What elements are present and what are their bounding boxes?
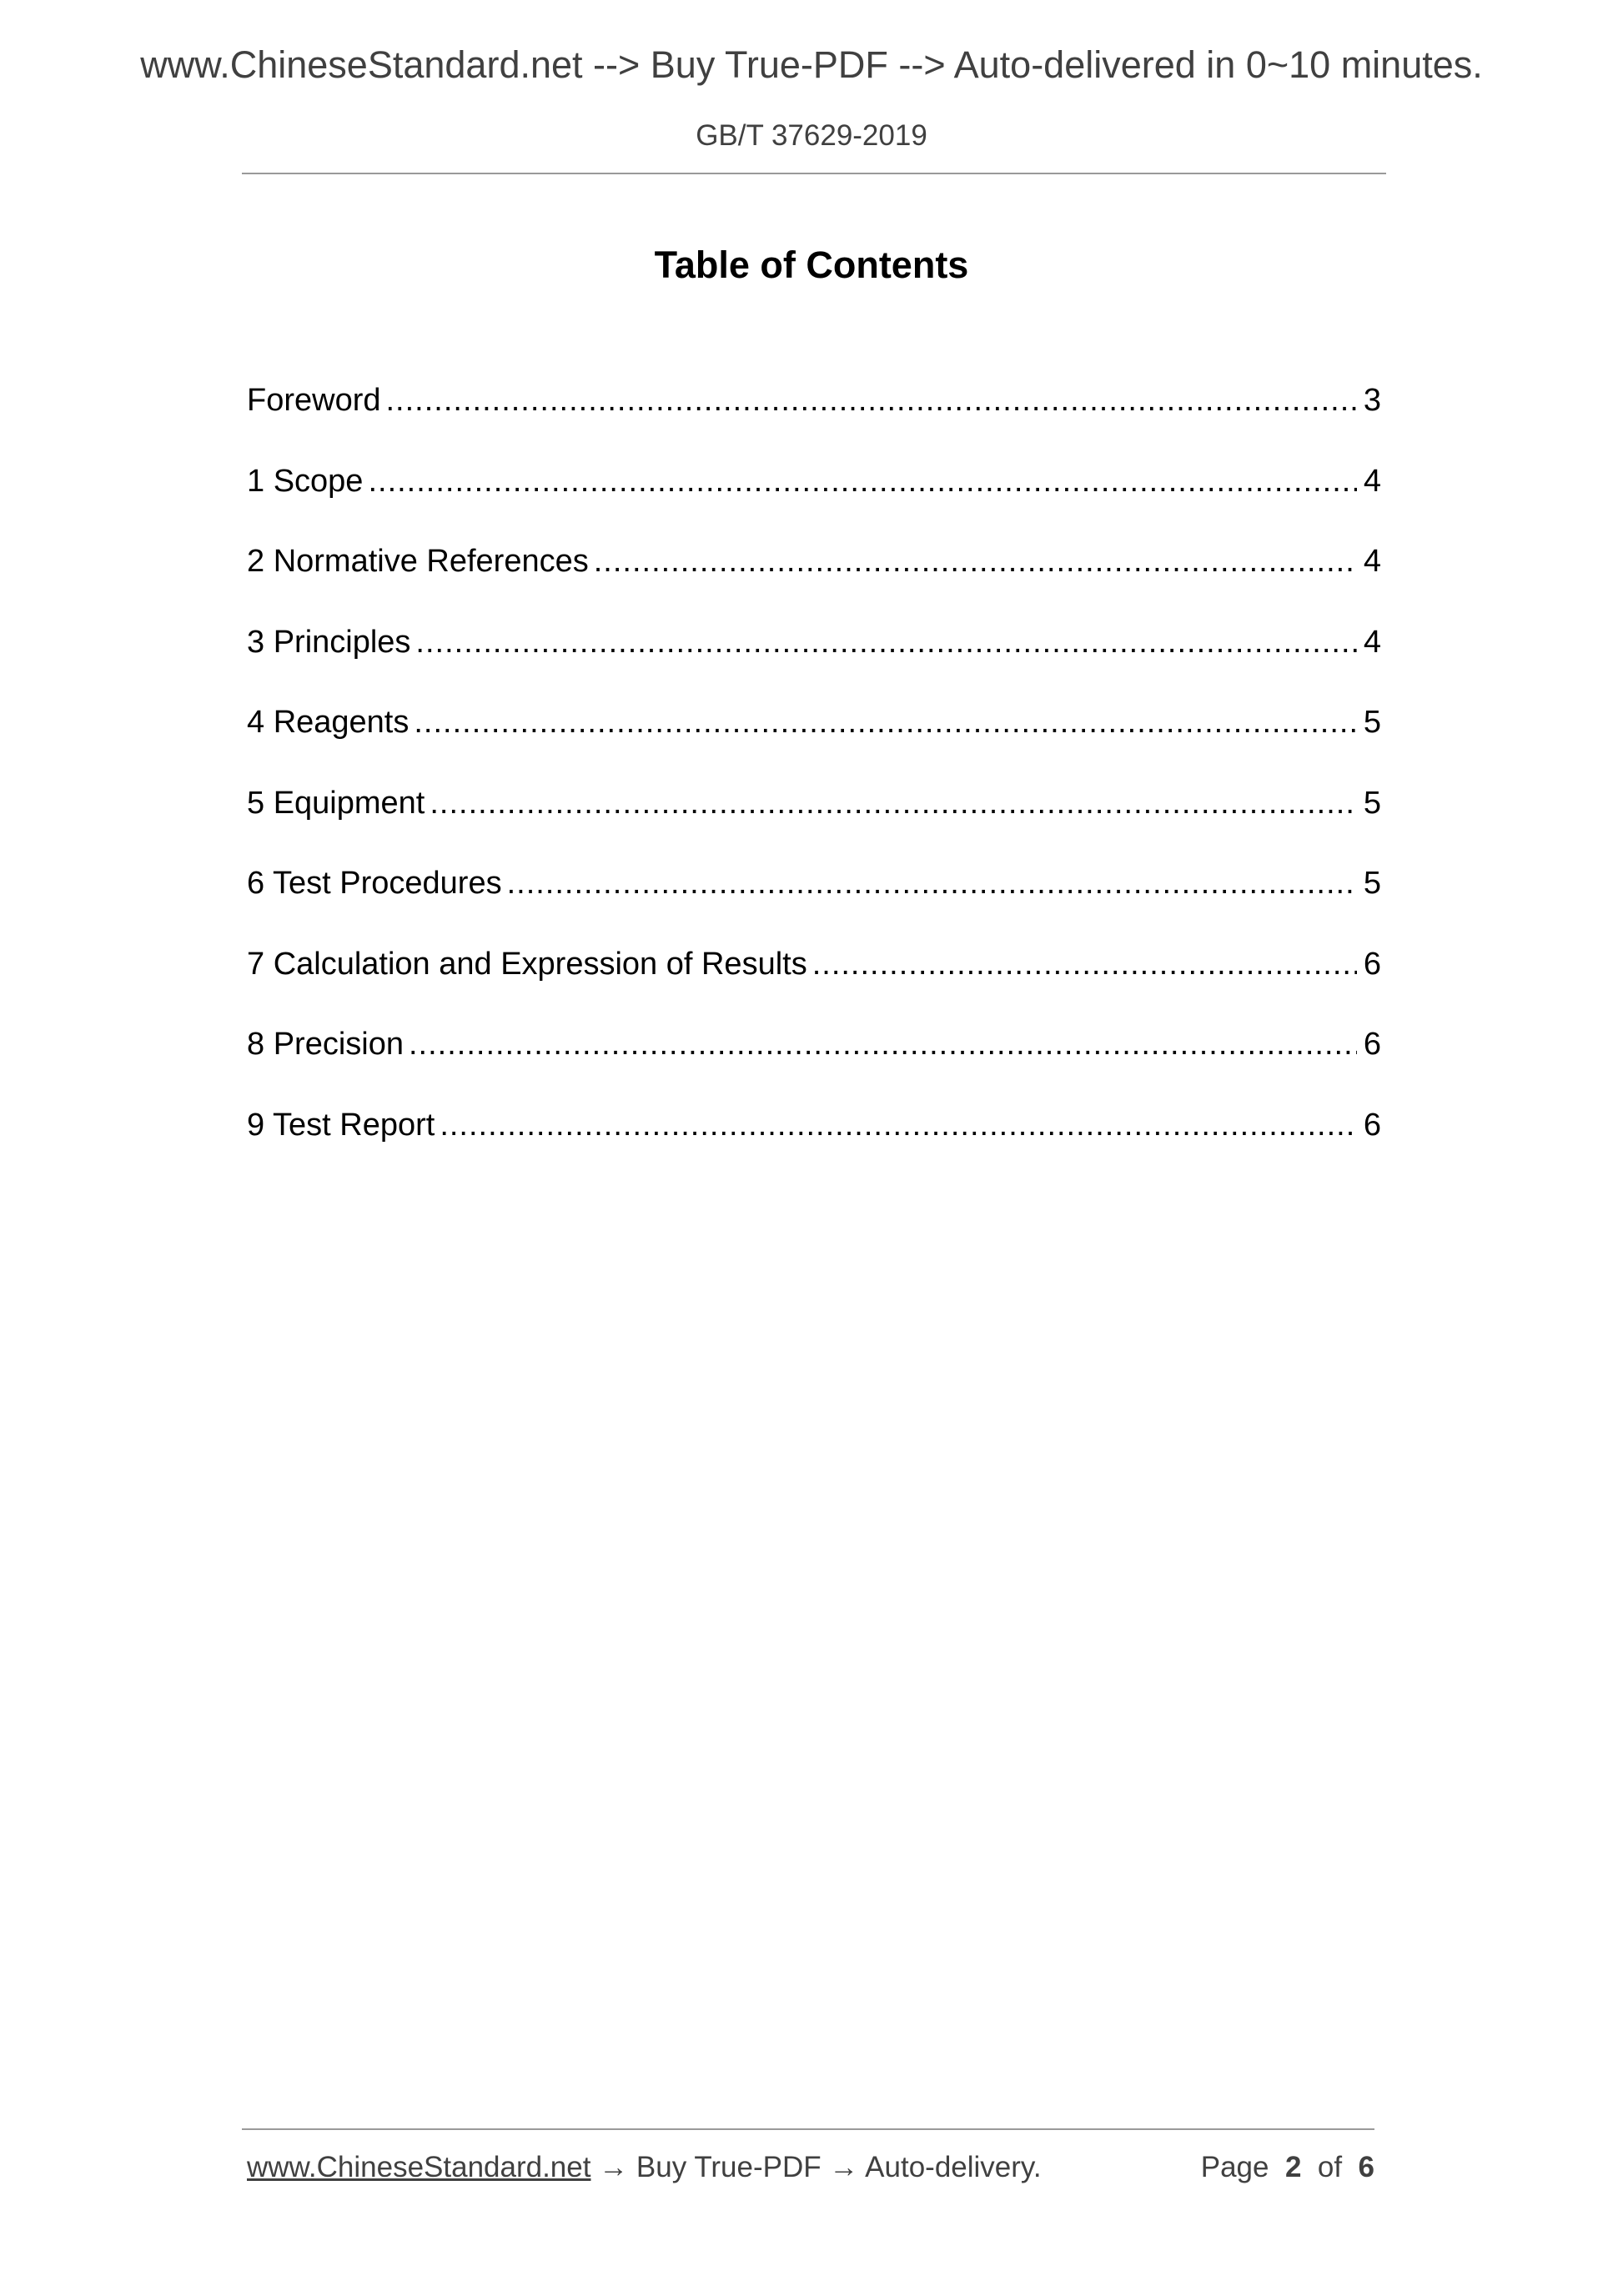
toc-entry-page: 4 [1363, 544, 1381, 579]
toc-entry-label: 2 Normative References [247, 544, 589, 579]
toc-entry-label: 4 Reagents [247, 705, 410, 740]
toc-entry-equipment[interactable] [247, 780, 1381, 861]
page-label: Page [1200, 2151, 1269, 2183]
toc-entry-label: 7 Calculation and Expression of Results [247, 946, 807, 982]
toc-entry-label: Foreword [247, 383, 381, 418]
toc-entry-label: 9 Test Report [247, 1107, 435, 1143]
toc-entry-page: 5 [1363, 785, 1381, 821]
toc-entry-principles[interactable] [247, 619, 1381, 700]
toc-entry-page: 6 [1363, 1027, 1381, 1062]
toc-entry-precision[interactable] [247, 1021, 1381, 1102]
toc-entry-page: 5 [1363, 705, 1381, 740]
footer-tagline: → Buy True-PDF → Auto-delivery. [590, 2151, 1042, 2183]
toc-entry-calculation-and-expression-of-results[interactable] [247, 941, 1381, 1022]
toc-entry-label: 6 Test Procedures [247, 866, 502, 901]
toc-entry-test-report[interactable] [247, 1102, 1381, 1183]
document-code: GB/T 37629-2019 [696, 119, 927, 152]
dot-leader [368, 458, 1356, 505]
dot-leader [386, 377, 1357, 424]
dot-leader [415, 619, 1356, 666]
toc-entry-foreword[interactable] [247, 377, 1381, 458]
toc-entry-test-procedures[interactable] [247, 860, 1381, 941]
toc-list [247, 377, 1381, 1182]
page-indicator [1201, 2151, 1374, 2184]
toc-entry-page: 3 [1363, 383, 1381, 418]
toc-entry-label: 1 Scope [247, 463, 364, 499]
toc-entry-page: 4 [1363, 463, 1381, 499]
toc-entry-label: 3 Principles [247, 624, 411, 660]
toc-entry-normative-references[interactable] [247, 538, 1381, 619]
toc-title: Table of Contents [654, 244, 969, 286]
toc-entry-reagents[interactable] [247, 699, 1381, 780]
toc-entry-scope[interactable] [247, 458, 1381, 539]
page-footer [247, 2151, 1374, 2184]
toc-entry-page: 6 [1363, 1107, 1381, 1143]
dot-leader [440, 1102, 1357, 1148]
toc-entry-page: 5 [1363, 866, 1381, 901]
total-pages-number: 6 [1358, 2151, 1374, 2183]
toc-entry-label: 8 Precision [247, 1027, 404, 1062]
footer-site-link[interactable]: www.ChineseStandard.net [247, 2151, 591, 2183]
top-banner: www.ChineseStandard.net --> Buy True-PDF --> Auto-delivered in 0~10 minutes. [140, 43, 1483, 86]
dot-leader [594, 538, 1357, 585]
dot-leader [409, 1021, 1357, 1068]
dot-leader [507, 860, 1357, 907]
header-divider [242, 173, 1386, 174]
current-page-number: 2 [1284, 2151, 1302, 2183]
footer-divider [242, 2128, 1374, 2130]
toc-entry-page: 6 [1363, 946, 1381, 982]
toc-entry-page: 4 [1363, 624, 1381, 660]
dot-leader [812, 941, 1357, 987]
dot-leader [430, 780, 1356, 826]
of-label: of [1317, 2151, 1343, 2183]
dot-leader [414, 699, 1356, 746]
toc-entry-label: 5 Equipment [247, 785, 425, 821]
